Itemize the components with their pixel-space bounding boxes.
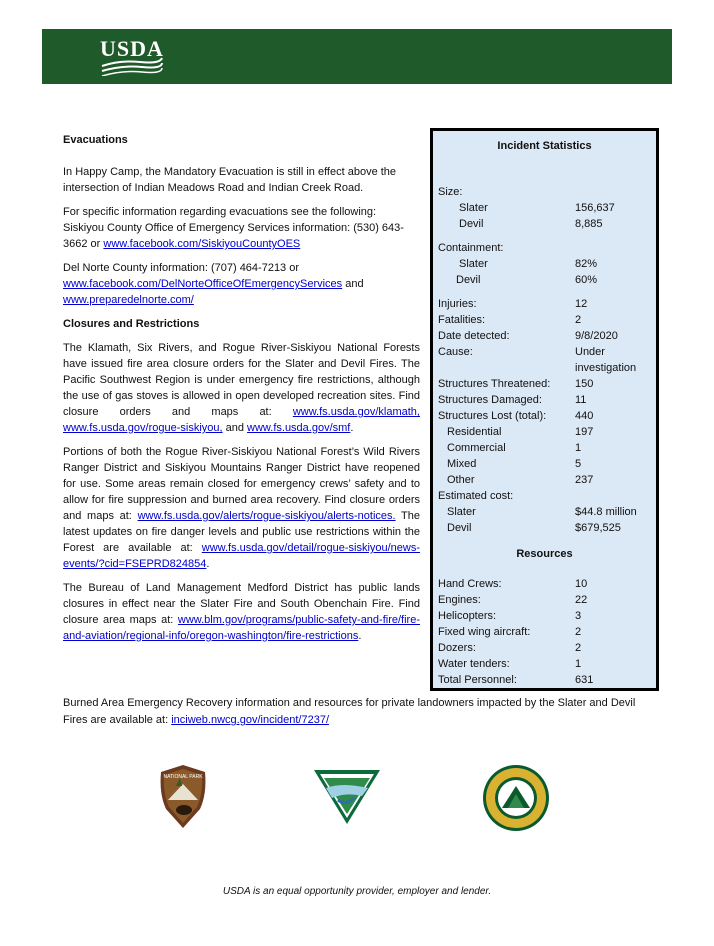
stat-label: Other <box>447 474 475 486</box>
stat-value: $44.8 million <box>575 506 637 518</box>
closures-paragraph-1: The Klamath, Six Rivers, and Rogue River-Siskiyou National Forests have issued fire area closure orders for the Slater and Devil Fires. The Pacific Southwest Region is under emergency fire restrictions, although the use of gas stoves is allowed in open developed recreation sites. Find closure orders and maps at: www.fs.usda.gov/klamath, www.fs.usda.gov/rogue-siskiyou, and www.fs.usda.gov/smf. <box>63 342 420 434</box>
resource-value: 1 <box>575 658 582 670</box>
stat-value: 8,885 <box>575 218 603 230</box>
baer-paragraph: Burned Area Emergency Recovery information and resources for private landowners impacted by the Slater and Devil Fires are available at: inciweb.nwcg.gov/incident/7237/ <box>63 697 636 726</box>
stat-label: Structures Lost (total): <box>438 410 547 422</box>
stat-label: Structures Threatened: <box>438 378 551 390</box>
stat-value: Under <box>575 346 605 358</box>
evacuations-paragraph-3: Del Norte County information: (707) 464-7213 or www.facebook.com/DelNorteOfficeOfEmergencyServices and www.preparedelnorte.com/ <box>63 262 364 306</box>
incident-statistics-box <box>430 128 659 691</box>
stat-label: Slater <box>447 506 476 518</box>
resource-value: 22 <box>575 594 588 606</box>
stat-label: Slater <box>459 258 488 270</box>
resource-label: Dozers: <box>438 642 476 654</box>
stat-label: Cause: <box>438 346 473 358</box>
rogue-siskiyou-link[interactable]: www.fs.usda.gov/rogue-siskiyou, <box>63 422 223 434</box>
resource-value: 631 <box>575 674 594 686</box>
resource-value: 2 <box>575 626 582 638</box>
stat-value: 197 <box>575 426 594 438</box>
national-park-service-arrowhead-icon <box>158 764 208 829</box>
stat-value: 150 <box>575 378 594 390</box>
usda-logo-swoosh-icon <box>100 36 164 76</box>
resource-label: Engines: <box>438 594 481 606</box>
footer-equal-opportunity: USDA is an equal opportunity provider, employer and lender. <box>222 886 492 897</box>
evacuations-paragraph-1: In Happy Camp, the Mandatory Evacuation is still in effect above the intersection of Indian Meadows Road and Indian Creek Road. <box>63 166 397 194</box>
delnorte-oes-link[interactable]: www.facebook.com/DelNorteOfficeOfEmergencyServices <box>63 278 343 290</box>
stat-value: 440 <box>575 410 594 422</box>
incident-statistics-title: Incident Statistics <box>497 140 592 152</box>
usda-logo <box>100 36 164 76</box>
stat-label: Containment: <box>438 242 504 254</box>
smf-link[interactable]: www.fs.usda.gov/smf <box>247 422 351 434</box>
stat-label: Devil <box>459 218 484 230</box>
stat-value: 9/8/2020 <box>575 330 618 342</box>
stat-value: 12 <box>575 298 588 310</box>
main-column <box>63 132 420 652</box>
stat-value: 1 <box>575 442 582 454</box>
stat-value: 237 <box>575 474 594 486</box>
klamath-link[interactable]: www.fs.usda.gov/klamath, <box>292 406 420 418</box>
inciweb-link[interactable]: inciweb.nwcg.gov/incident/7237/ <box>171 714 329 726</box>
resource-value: 10 <box>575 578 588 590</box>
stat-value: 82% <box>575 258 598 270</box>
resource-value: 3 <box>575 610 582 622</box>
resource-label: Water tenders: <box>438 658 510 670</box>
stat-label: Injuries: <box>438 298 477 310</box>
stat-label: Size: <box>438 186 463 198</box>
stat-value: 5 <box>575 458 582 470</box>
resource-label: Fixed wing aircraft: <box>438 626 531 638</box>
resources-title: Resources <box>516 548 573 560</box>
usda-header-bar <box>42 29 672 84</box>
resource-label: Helicopters: <box>438 610 497 622</box>
evacuations-heading: Evacuations <box>63 134 128 146</box>
resource-label: Total Personnel: <box>438 674 517 686</box>
nps-seal-text: NATIONAL PARK <box>163 774 203 780</box>
closures-heading: Closures and Restrictions <box>63 318 200 330</box>
blm-fire-restrictions-link[interactable]: www.blm.gov/programs/public-safety-and-fire/fire-and-aviation/regional-info/oregon-washington/fire-restrictions <box>63 614 420 642</box>
stat-value: 2 <box>575 314 582 326</box>
stat-value: investigation <box>575 362 637 374</box>
closures-paragraph-3: The Bureau of Land Management Medford District has public lands closures in effect near the Slater Fire and South Obenchain Fire. Find closure area maps at: www.blm.gov/programs/public-safety-and-fire/fire-and-aviation/regional-info/oregon-washington/fire-restrictions. <box>63 582 420 642</box>
stat-label: Mixed <box>447 458 477 470</box>
rogue-siskiyou-alerts-link[interactable]: www.fs.usda.gov/alerts/rogue-siskiyou/alerts-notices. <box>137 510 396 522</box>
stat-label: Estimated cost: <box>438 490 514 502</box>
oregon-department-of-forestry-seal-icon <box>482 764 550 832</box>
stat-label: Devil <box>456 274 481 286</box>
stat-label: Slater <box>459 202 488 214</box>
resource-label: Hand Crews: <box>438 578 502 590</box>
stat-value: $679,525 <box>575 522 621 534</box>
stat-label: Residential <box>447 426 502 438</box>
stat-label: Date detected: <box>438 330 510 342</box>
stat-label: Commercial <box>447 442 506 454</box>
stat-label: Fatalities: <box>438 314 486 326</box>
closures-paragraph-2: Portions of both the Rogue River-Siskiyou National Forest’s Wild Rivers Ranger District and Siskiyou Mountains Ranger District have reopened for use. Some areas remain closed for emergency crews’ safety and to allow for fire suppression and burned area recovery. Find closure orders and maps at: www.fs.usda.gov/alerts/rogue-siskiyou/alerts-notices. The latest updates on fire danger levels and public use restrictions within the Forest are available at: www.fs.usda.gov/detail/rogue-siskiyou/news-events/?cid=FSEPRD824854. <box>63 446 421 570</box>
stat-value: 11 <box>575 394 587 406</box>
stat-value: 60% <box>575 274 598 286</box>
blm-logo-icon <box>312 768 382 826</box>
stat-label: Structures Damaged: <box>438 394 542 406</box>
siskiyou-oes-link[interactable]: www.facebook.com/SiskiyouCountyOES <box>103 238 301 250</box>
stat-value: 156,637 <box>575 202 615 214</box>
usda-logo-text: USDA <box>100 36 164 61</box>
stat-label: Devil <box>447 522 472 534</box>
evacuations-paragraph-2: For specific information regarding evacuations see the following: Siskiyou County Office of Emergency Services information: (530) 643-3662 or www.facebook.com/SiskiyouCountyOES <box>63 206 404 250</box>
preparedelnorte-link[interactable]: www.preparedelnorte.com/ <box>63 294 194 306</box>
resource-value: 2 <box>575 642 582 654</box>
rogue-siskiyou-news-link[interactable]: www.fs.usda.gov/detail/rogue-siskiyou/news-events/?cid=FSEPRD824854 <box>63 542 421 570</box>
